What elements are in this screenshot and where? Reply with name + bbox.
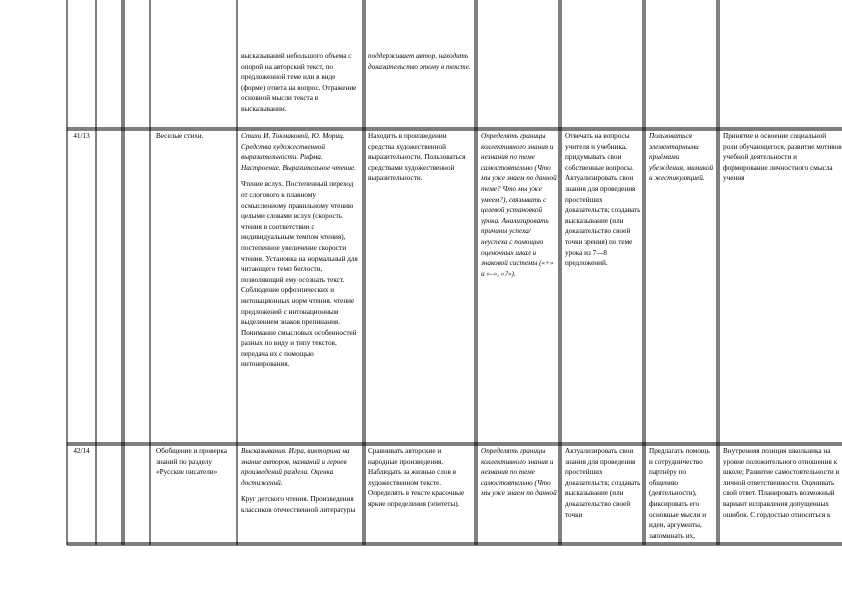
row2-reading-text: Круг детского чтения. Произведения классиков отечественной литературы xyxy=(241,495,356,514)
row2-content-cell xyxy=(241,446,360,542)
row1-number-cell xyxy=(69,131,94,171)
row2-cognitive-cell xyxy=(565,446,641,542)
row0-content-cell xyxy=(241,51,360,127)
row0-knowledge-text: поддерживает автор, находить доказательство этому в тексте. xyxy=(368,52,471,71)
row1-regulative-text: Определять границы коллективного знания и незнания по теме самостоятельно (Что мы уже знаем по данной теме? Что мы уже умеем?), связывать с целевой установкой урока. Анализировать причины успеха/неуспеха с помощью оценочных шкал и знаковой системы («+» и «–», «?»). xyxy=(481,132,557,278)
lesson-number: 42/14 xyxy=(73,447,90,455)
row1-knowledge-cell xyxy=(368,131,472,442)
row2-personal-cell xyxy=(723,446,842,542)
row2-number-cell xyxy=(69,446,94,486)
row1-reading-text: Чтение вслух. Постепенный переход от слогового к плавному осмысленному правильному чтению целыми словами вслух (скорость чтения в соответствии с индивидуальным темпом чтения), постепенное увеличение скорости чтения. Установка на нормальный для читающего темп беглости, позволяющий ему осознать текст. Соблюдение орфоэпических и интонационных норм чтения. чтение предложений с интонационным выделением знаков препинания. Понимание смысловых особенностей разных по виду и типу текстов, передача их с помощью интонирования. xyxy=(241,180,358,369)
row1-regulative-cell xyxy=(481,131,557,442)
row2-knowledge-text: Сравнивать авторские и народные произведения. Наблюдать за жизнью слов в художественном тексте. Определять в тексте красочные яркие определения (эпитеты). xyxy=(368,447,465,508)
row2-regulative-cell xyxy=(481,446,557,542)
row2-regulative-text: Определять границы коллективного знания и незнания по теме самостоятельно (Что мы уже знаем по данной xyxy=(481,447,557,498)
row1-cognitive-cell xyxy=(565,131,641,442)
row0-content-text: высказываний небольшого объема с опорой на авторский текст, по предложенной теме или в виде (форме) ответа на вопрос. Отражение основной мысли текста в высказывании. xyxy=(241,52,357,113)
row1-knowledge-text: Находить в произведении средства художественной выразительности. Пользоваться средствами художественной выразительности. xyxy=(368,132,466,183)
lesson-number: 41/13 xyxy=(73,132,90,140)
row1-content-cell xyxy=(241,131,360,442)
lesson-topic: Веселые стихи. xyxy=(156,132,204,140)
row1-topic-cell xyxy=(156,131,234,171)
row2-personal-text: Внутренняя позиция школьника на уровне положительного отношения к школе; Развитие самостоятельности и личной ответственности. Оценивать свой ответ. Планировать возможный вариант исправления допущенных ошибок. С гордостью относиться к xyxy=(723,447,840,519)
row2-content-text: Высказывания. Игра, викторина на знание авторов, названий и героев произведений раздела. Оценка достижений. xyxy=(241,447,350,487)
row1-personal-text: Принятие и освоение социальной роли обучающегося, развитие мотивов учебной деятельности и формирование личностного смысла учения xyxy=(723,132,842,183)
row2-cognitive-text: Актуализировать свои знания для проведения простейших доказательств; создавать высказывание (или доказательство своей точки xyxy=(565,447,641,519)
row2-topic-cell xyxy=(156,446,234,542)
row2-communicative-text: Предлагать помощь и сотрудничество партнёру по общению (деятельности), фиксировать его основные мысли и идеи, аргументы, запоминать их, xyxy=(649,447,710,540)
row1-content-text: Стихи И. Токмаковой, Ю. Мориц. Средства художественной выразительности. Рифма. Настроение. Выразительное чтение. xyxy=(241,132,357,172)
row2-communicative-cell xyxy=(649,446,715,542)
row1-communicative-text: Пользоваться элементарными приёмами убеждения, мимикой и жестикуляцией. xyxy=(649,132,714,183)
row2-knowledge-cell xyxy=(368,446,472,542)
row1-communicative-cell xyxy=(649,131,715,442)
row1-personal-cell xyxy=(723,131,842,442)
row0-knowledge-cell xyxy=(368,51,472,127)
lesson-topic: Обобщение и проверка знаний по разделу «Русские писатели» xyxy=(156,447,227,477)
row1-cognitive-text: Отвечать на вопросы учителя и учебника, придумывать свои собственные вопросы. Актуализировать свои знания для проведения простейших доказательств; создавать высказывание (или доказательство своей точки зрения) по теме урока из 7—8 предложений. xyxy=(565,132,641,268)
